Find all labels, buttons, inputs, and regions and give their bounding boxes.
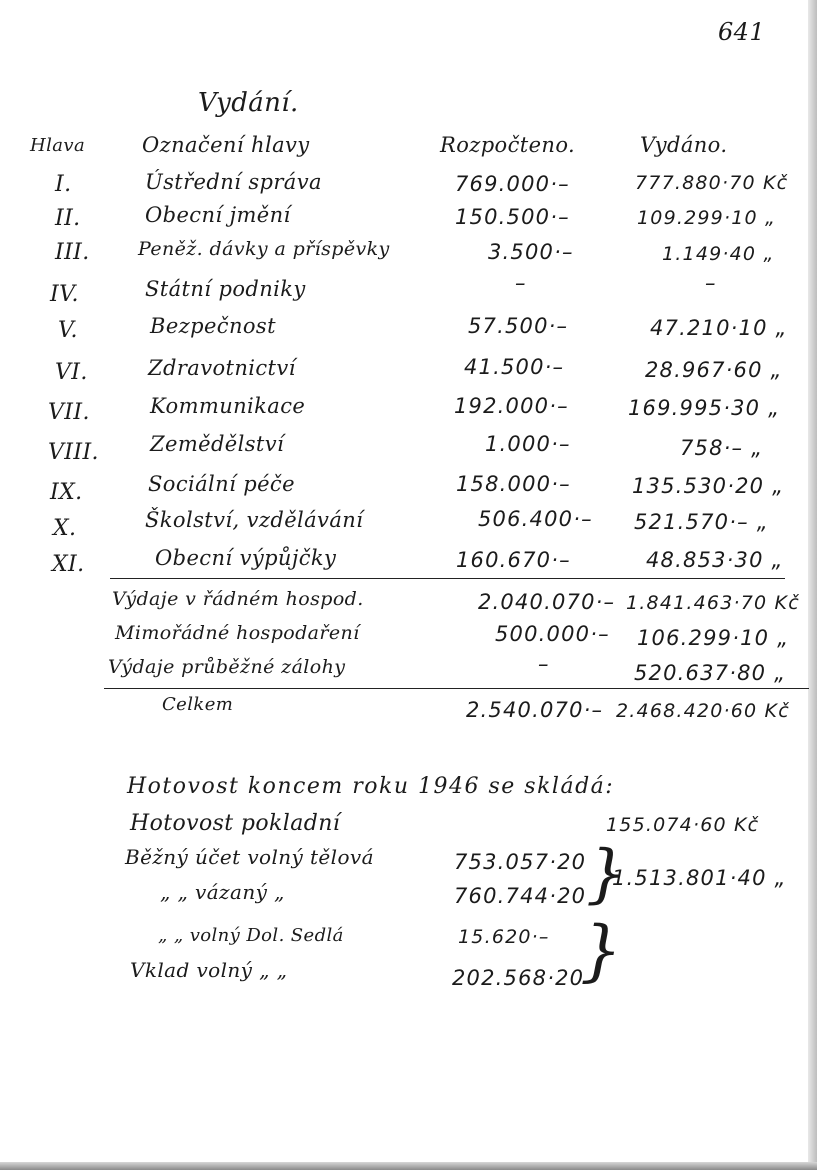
page-edge-bottom — [0, 1162, 817, 1170]
row-2-budget: 150.500·– — [455, 205, 570, 229]
row-2-roman: II. — [55, 206, 81, 231]
deposit-value: 202.568·20 — [452, 966, 585, 990]
summary-advances-label: Výdaje průběžné zálohy — [108, 656, 346, 678]
row-2-name: Obecní jmění — [145, 203, 291, 227]
total-label: Celkem — [162, 694, 234, 715]
brace-accounts: } — [586, 837, 627, 911]
row-3-roman: III. — [55, 240, 90, 265]
row-8-roman: VIII. — [48, 440, 99, 465]
page-title: Vydání. — [198, 88, 299, 118]
row-7-budget: 192.000·– — [454, 394, 569, 418]
header-budget: Rozpočteno. — [440, 133, 576, 157]
row-9-budget: 158.000·– — [456, 472, 571, 496]
row-7-name: Kommunikace — [150, 394, 306, 418]
account-1-value: 753.057·20 — [454, 850, 587, 874]
total-spent: 2.468.420·60 Kč — [616, 700, 790, 722]
deposit-label: Vklad volný „ „ — [130, 958, 288, 982]
row-5-budget: 57.500·– — [468, 314, 569, 338]
row-4-spent: – — [705, 271, 717, 295]
row-11-roman: XI. — [52, 552, 85, 577]
account-3-value: 15.620·– — [458, 926, 550, 948]
header-hlava: Hlava — [30, 135, 86, 156]
cash-register-value: 155.074·60 Kč — [606, 814, 760, 836]
row-11-budget: 160.670·– — [456, 548, 571, 572]
page-number: 641 — [718, 18, 766, 46]
row-1-roman: I. — [55, 172, 72, 197]
row-9-spent: 135.530·20 „ — [632, 474, 785, 498]
total-budget: 2.540.070·– — [466, 698, 604, 722]
account-2-label: „ „ vázaný „ — [160, 880, 285, 904]
row-9-roman: IX. — [50, 480, 83, 505]
summary-ordinary-label: Výdaje v řádném hospod. — [112, 588, 364, 610]
row-10-roman: X. — [53, 516, 77, 541]
row-10-name: Školství, vzdělávání — [145, 508, 364, 532]
summary-extra-label: Mimořádné hospodaření — [115, 622, 360, 644]
row-4-roman: IV. — [50, 282, 79, 307]
account-1-label: Běžný účet volný tělová — [125, 845, 374, 869]
page-edge-right — [808, 0, 817, 1170]
cash-register-label: Hotovost pokladní — [130, 811, 341, 836]
row-3-budget: 3.500·– — [488, 240, 574, 264]
row-11-spent: 48.853·30 „ — [646, 548, 784, 572]
row-5-roman: V. — [58, 318, 78, 343]
header-spent: Vydáno. — [640, 133, 728, 157]
row-5-spent: 47.210·10 „ — [650, 316, 788, 340]
row-2-spent: 109.299·10 „ — [637, 207, 777, 229]
row-8-spent: 758·– „ — [680, 436, 764, 460]
row-4-name: Státní podniky — [145, 277, 306, 301]
row-6-roman: VI. — [55, 360, 88, 385]
row-3-name: Peněž. dávky a příspěvky — [138, 238, 390, 260]
row-11-name: Obecní výpůjčky — [155, 546, 337, 570]
row-8-name: Zemědělství — [150, 432, 285, 456]
row-3-spent: 1.149·40 „ — [662, 243, 775, 265]
row-6-budget: 41.500·– — [464, 355, 565, 379]
row-7-spent: 169.995·30 „ — [628, 396, 781, 420]
summary-advances-budget: – — [538, 652, 550, 676]
row-5-name: Bezpečnost — [150, 314, 276, 338]
row-10-spent: 521.570·– „ — [634, 510, 769, 534]
rule-line-1 — [110, 578, 785, 579]
row-8-budget: 1.000·– — [485, 432, 571, 456]
rule-line-2 — [104, 688, 809, 689]
row-1-name: Ústřední správa — [145, 170, 322, 194]
summary-ordinary-budget: 2.040.070·– — [478, 590, 616, 614]
summary-advances-spent: 520.637·80 „ — [634, 661, 787, 685]
summary-extra-spent: 106.299·10 „ — [637, 626, 790, 650]
cash-heading: Hotovost koncem roku 1946 se skládá: — [127, 774, 615, 799]
row-4-budget: – — [515, 271, 527, 295]
brace-deposits: } — [580, 912, 622, 989]
summary-ordinary-spent: 1.841.463·70 Kč — [626, 592, 800, 614]
account-3-label: „ „ volný Dol. Sedlá — [158, 925, 344, 946]
account-2-value: 760.744·20 — [454, 884, 587, 908]
row-10-budget: 506.400·– — [478, 507, 593, 531]
header-name: Označení hlavy — [142, 133, 310, 157]
row-6-spent: 28.967·60 „ — [645, 358, 783, 382]
row-1-spent: 777.880·70 Kč — [635, 172, 789, 194]
row-9-name: Sociální péče — [148, 472, 295, 496]
row-1-budget: 769.000·– — [455, 172, 570, 196]
summary-extra-budget: 500.000·– — [495, 622, 610, 646]
row-7-roman: VII. — [48, 400, 90, 425]
row-6-name: Zdravotnictví — [148, 356, 296, 380]
accounts-sum: 1.513.801·40 „ — [612, 866, 787, 890]
